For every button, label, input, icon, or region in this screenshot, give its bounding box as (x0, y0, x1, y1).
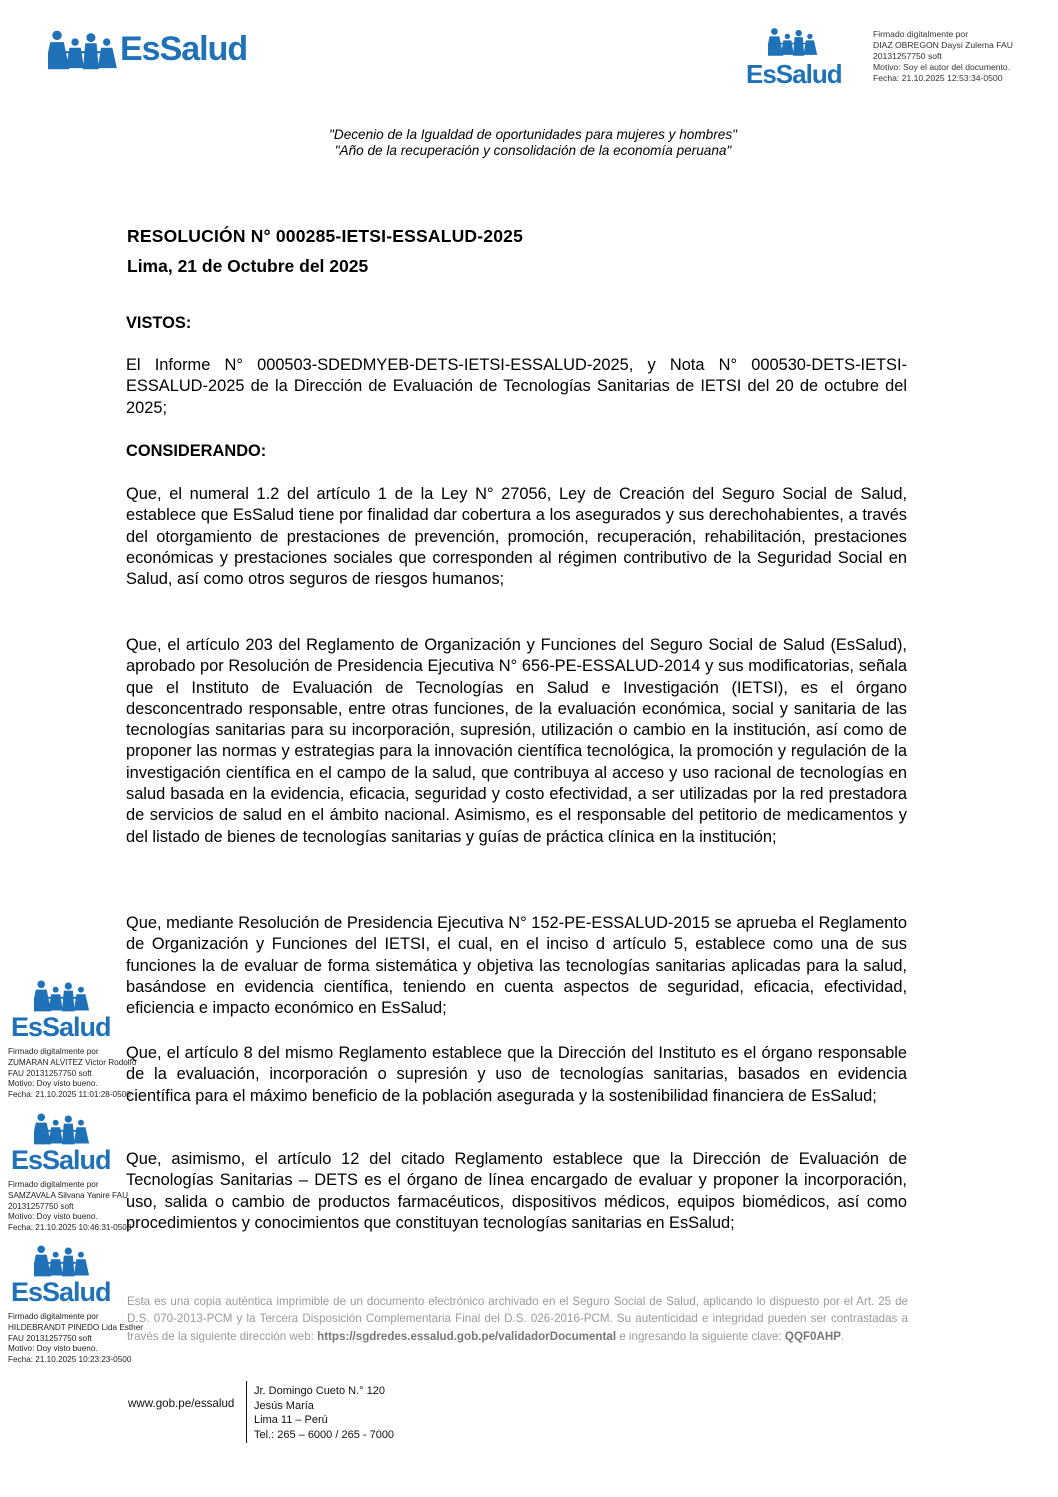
digital-signature-header (873, 29, 1053, 84)
address-line: Jr. Domingo Cueto N.° 120 (254, 1385, 385, 1397)
decade-motto (0, 127, 1058, 159)
stamp-line: 20131257750 soft (8, 1201, 74, 1211)
resolution-date: Lima, 21 de Octubre del 2025 (127, 256, 369, 276)
logo-text: EsSalud (120, 30, 248, 68)
stamp-line: FAU 20131257750 soft (8, 1068, 92, 1078)
stamp-line: Motivo: Doy visto bueno. (8, 1212, 98, 1222)
logo-text: EsSalud (746, 59, 842, 89)
stamp-logo-text: EsSalud (11, 1145, 111, 1175)
authenticity-note (127, 1293, 908, 1345)
essalud-logo-signature (746, 25, 842, 89)
address-line: Jesús María (254, 1399, 314, 1412)
paragraph-1: Que, el numeral 1.2 del artículo 1 de la Ley N° 27056, Ley de Creación del Seguro Social de Salud, establece que EsSalud tiene por finalidad dar cobertura a los asegurados y sus derechohabientes, a través del otorgamiento de prestaciones de prevención, promoción, recuperación, rehabilitación, prestaciones económicas y prestaciones sociales que corresponden al régimen contributivo de la Seguridad Social en Salud, así como otros seguros de riesgos humanos; (126, 485, 907, 589)
vistos-heading: VISTOS: (126, 314, 192, 332)
signature-line: Motivo: Soy el autor del documento. (873, 62, 1011, 72)
stamp-line: SAMZAVALA Silvana Yanire FAU (8, 1190, 128, 1200)
paragraph-2: Que, el artículo 203 del Reglamento de Organización y Funciones del Seguro Social de Salud (EsSalud), aprobado por Resolución de Presidencia Ejecutiva N° 656-PE-ESSALUD-2014 y sus modificatorias, señala que el Instituto de Evaluación de Tecnologías en Salud e Investigación (IETSI), es el órgano desconcentrado responsable, entre otras funciones, de la evaluación económica, social y sanitaria de las tecnologías sanitarias para su incorporación, supresión, utilización o cambio en la institución, así como de proponer las normas y estrategias para la innovación científica tecnológica, la promoción y regulación de la investigación científica en el campo de la salud, que contribuya al acceso y uso racional de tecnologías en salud basada en la evidencia, eficacia, seguridad y costo efectividad, a ser utilizadas por la red prestadora de servicios de salud en el ámbito nacional. Asimismo, es el responsable del petitorio de medicamentos y del listado de bienes de tecnologías sanitarias y guías de práctica clínica en la institución; (126, 636, 907, 846)
stamp-line: FAU 20131257750 soft (8, 1333, 92, 1343)
stamp-line: Fecha: 21.10.2025 10:23:23-0500 (8, 1355, 132, 1365)
address-line: Tel.: 265 – 6000 / 265 - 7000 (254, 1428, 395, 1441)
stamp-line: Firmado digitalmente por (8, 1047, 99, 1056)
motto-line-2: "Año de la recuperación y consolidación de la economía peruana" (334, 143, 732, 158)
note-text: e ingresando la siguiente clave: (616, 1329, 785, 1343)
stamp-line: Fecha: 21.10.2025 11:01:28-0500 (8, 1090, 131, 1100)
stamp-logo-text: EsSalud (11, 1012, 111, 1042)
essalud-logo-header (48, 26, 258, 74)
stamp-line: Fecha: 21.10.2025 10:46:31-0500 (8, 1223, 132, 1233)
stamp-line: Motivo: Doy visto bueno. (8, 1079, 98, 1089)
family-logo-icon (768, 25, 818, 59)
validator-url[interactable]: https://sgdredes.essalud.gob.pe/validadorDocumental (317, 1329, 617, 1343)
address-line: Lima 11 – Perú (254, 1414, 328, 1427)
paragraph-4: Que, el artículo 8 del mismo Reglamento establece que la Dirección del Instituto es el órgano responsable de la evaluación, incorporación o supresión y uso de tecnologías sanitarias, basados en evidencia científica para el máximo beneficio de la población asegurada y la sostenibilidad financiera de EsSalud; (126, 1044, 907, 1105)
footer-divider (246, 1381, 247, 1443)
stamp-info (8, 1047, 148, 1101)
note-text: Esta es una copia auténtica imprimible de un documento electrónico archivado en el Seguro Social de Salud, aplicando lo dispuesto por el Art. 25 de D.S. 070-2013-PCM y la Tercera Disposición Complementaria Final del D.S. 026-2016-PCM. Su autenticidad e integridad pueden ser contrastadas a través de la siguiente dirección web: (127, 1295, 908, 1343)
family-logo-icon (34, 977, 90, 1015)
signature-line: 20131257750 soft (873, 51, 942, 61)
resolution-title: RESOLUCIÓN N° 000285-IETSI-ESSALUD-2025 (127, 226, 524, 246)
gov-website-link[interactable]: www.gob.pe/essalud (128, 1397, 235, 1410)
family-logo-icon (48, 28, 118, 72)
stamp-line: ZUMARAN ALVITEZ Victor Rodolfo (8, 1057, 137, 1067)
stamp-line: Firmado digitalmente por (8, 1312, 99, 1321)
stamp-line: Firmado digitalmente por (8, 1180, 99, 1189)
stamp-line: Motivo: Doy visto bueno. (8, 1344, 98, 1354)
vistos-paragraph: El Informe N° 000503-SDEDMYEB-DETS-IETSI-ESSALUD-2025, y Nota N° 000530-DETS-IETSI-ESSALUD-2025 de la Dirección de Evaluación de Tecnologías Sanitarias de IETSI del 20 de octubre del 2025; (126, 356, 907, 417)
address-block (254, 1384, 394, 1442)
signature-line: Fecha: 21.10.2025 12:53:34-0500 (873, 73, 1003, 83)
paragraph-5: Que, asimismo, el artículo 12 del citado Reglamento establece que la Dirección de Evaluación de Tecnologías Sanitarias – DETS es el órgano de línea encargado de evaluar y proponer la incorporación, uso, salida o cambio de productos farmacéuticos, dispositivos médicos, equipos biomédicos, así como procedimientos y conocimientos que constituyan tecnologías sanitarias en EsSalud; (126, 1150, 907, 1232)
paragraph-3: Que, mediante Resolución de Presidencia Ejecutiva N° 152-PE-ESSALUD-2015 se aprueba el Reglamento de Organización y Funciones del IETSI, el cual, en el inciso d artículo 5, establece como una de sus funciones la de evaluar de forma sistemática y objetiva las tecnologías sanitarias aplicadas para la salud, basándose en evidencia científica, teniendo en cuenta aspectos de seguridad, eficacia, efectividad, eficiencia e impacto económico en EsSalud; (126, 914, 907, 1018)
stamp-logo-text: EsSalud (11, 1277, 111, 1307)
family-logo-icon (34, 1110, 90, 1148)
note-text: . (840, 1329, 845, 1343)
stamp-info (8, 1180, 148, 1234)
validation-key: QQF0AHP (784, 1329, 841, 1343)
considerando-heading: CONSIDERANDO: (126, 442, 267, 460)
signature-line: Firmado digitalmente por (873, 29, 969, 39)
stamp-line: HILDEBRANDT PINEDO Lida Esther (8, 1322, 143, 1332)
family-logo-icon (34, 1242, 90, 1280)
motto-line-1: "Decenio de la Igualdad de oportunidades para mujeres y hombres" (329, 127, 737, 142)
signature-line: DIAZ OBREGON Daysi Zulema FAU (873, 40, 1013, 50)
